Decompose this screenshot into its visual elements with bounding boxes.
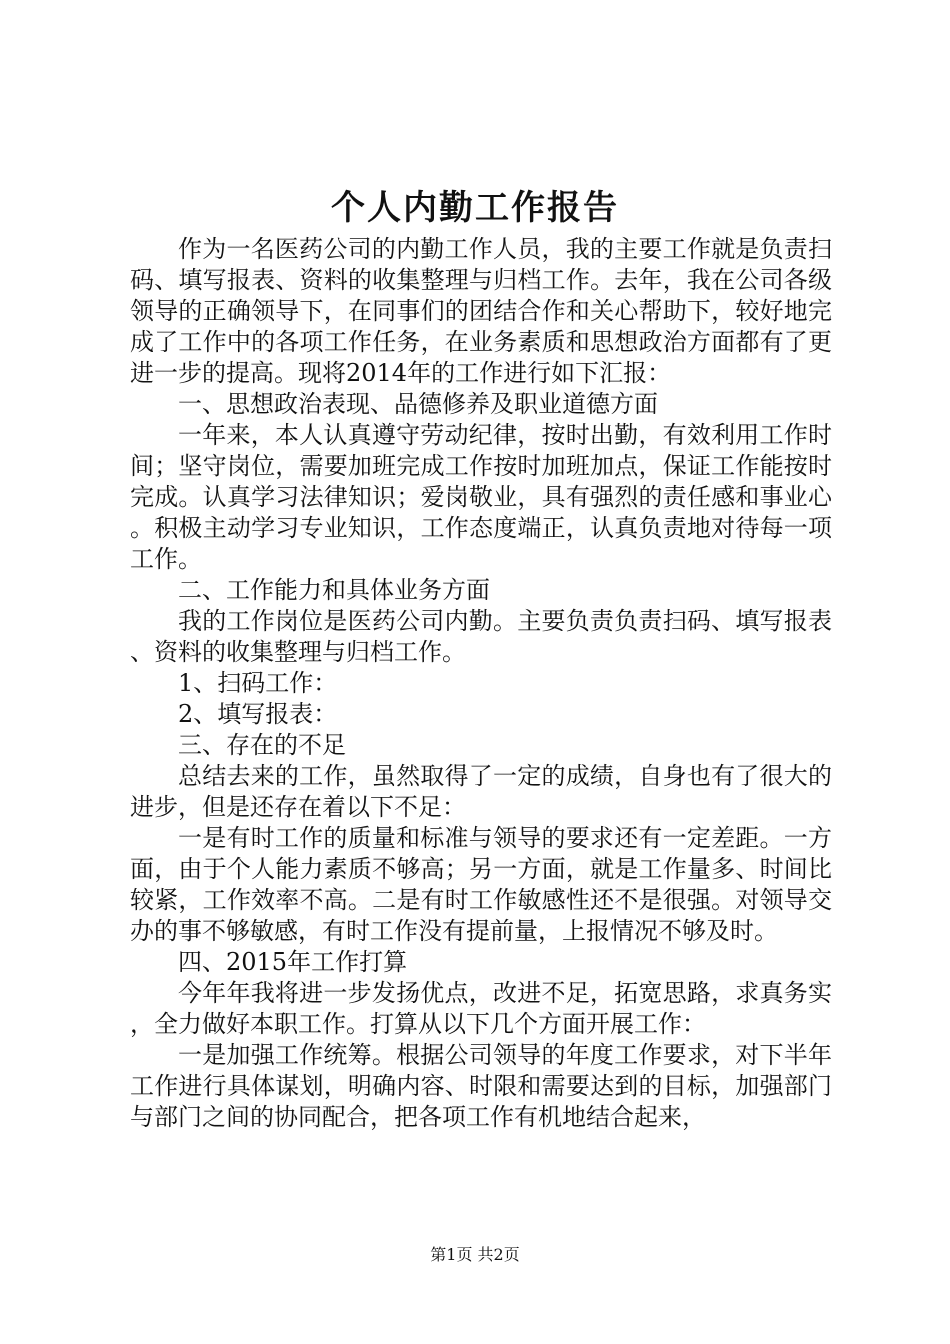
paragraph-intro: 作为一名医药公司的内勤工作人员，我的主要工作就是负责扫码、填写报表、资料的收集整理与归档工作。去年，我在公司各级领导的正确领导下，在同事们的团结合作和关心帮助下，较好地完成了工作中的各项工作任务，在业务素质和思想政治方面都有了更进一步的提高。现将2014年的工作进行如下汇报：: [130, 235, 832, 387]
paragraph-section-4-detail: 一是加强工作统筹。根据公司领导的年度工作要求，对下半年工作进行具体谋划，明确内容、时限和需要达到的目标，加强部门与部门之间的协同配合，把各项工作有机地结合起来，: [130, 1041, 832, 1131]
paragraph-section-4-intro: 今年年我将进一步发扬优点，改进不足，拓宽思路，求真务实，全力做好本职工作。打算从以下几个方面开展工作：: [130, 979, 832, 1038]
section-heading-2: 二、工作能力和具体业务方面: [178, 576, 490, 604]
document-title: 个人内勤工作报告: [331, 188, 619, 228]
document-body: [130, 234, 832, 1133]
section-heading-3: 三、存在的不足: [178, 731, 346, 759]
page-footer: 第1页 共2页: [430, 1245, 520, 1264]
paragraph-section-3-detail: 一是有时工作的质量和标准与领导的要求还有一定差距。一方面，由于个人能力素质不够高；另一方面，就是工作量多、时间比较紧，工作效率不高。二是有时工作敏感性还不是很强。对领导交办的事不够敏感，有时工作没有提前量，上报情况不够及时。: [130, 824, 832, 945]
paragraph-section-2: 我的工作岗位是医药公司内勤。主要负责负责扫码、填写报表、资料的收集整理与归档工作。: [130, 607, 832, 666]
list-item-reports: 2、填写报表：: [178, 700, 338, 728]
section-heading-1: 一、思想政治表现、品德修养及职业道德方面: [178, 390, 658, 418]
section-heading-4: 四、2015年工作打算: [178, 948, 408, 976]
paragraph-section-3-intro: 总结去来的工作，虽然取得了一定的成绩，自身也有了很大的进步，但是还存在着以下不足：: [130, 762, 832, 821]
list-item-scanning: 1、扫码工作：: [178, 669, 338, 697]
paragraph-section-1: 一年来，本人认真遵守劳动纪律，按时出勤，有效利用工作时间；坚守岗位，需要加班完成工作按时加班加点，保证工作能按时完成。认真学习法律知识；爱岗敬业，具有强烈的责任感和事业心。积极主动学习专业知识，工作态度端正，认真负责地对待每一项工作。: [130, 421, 832, 573]
